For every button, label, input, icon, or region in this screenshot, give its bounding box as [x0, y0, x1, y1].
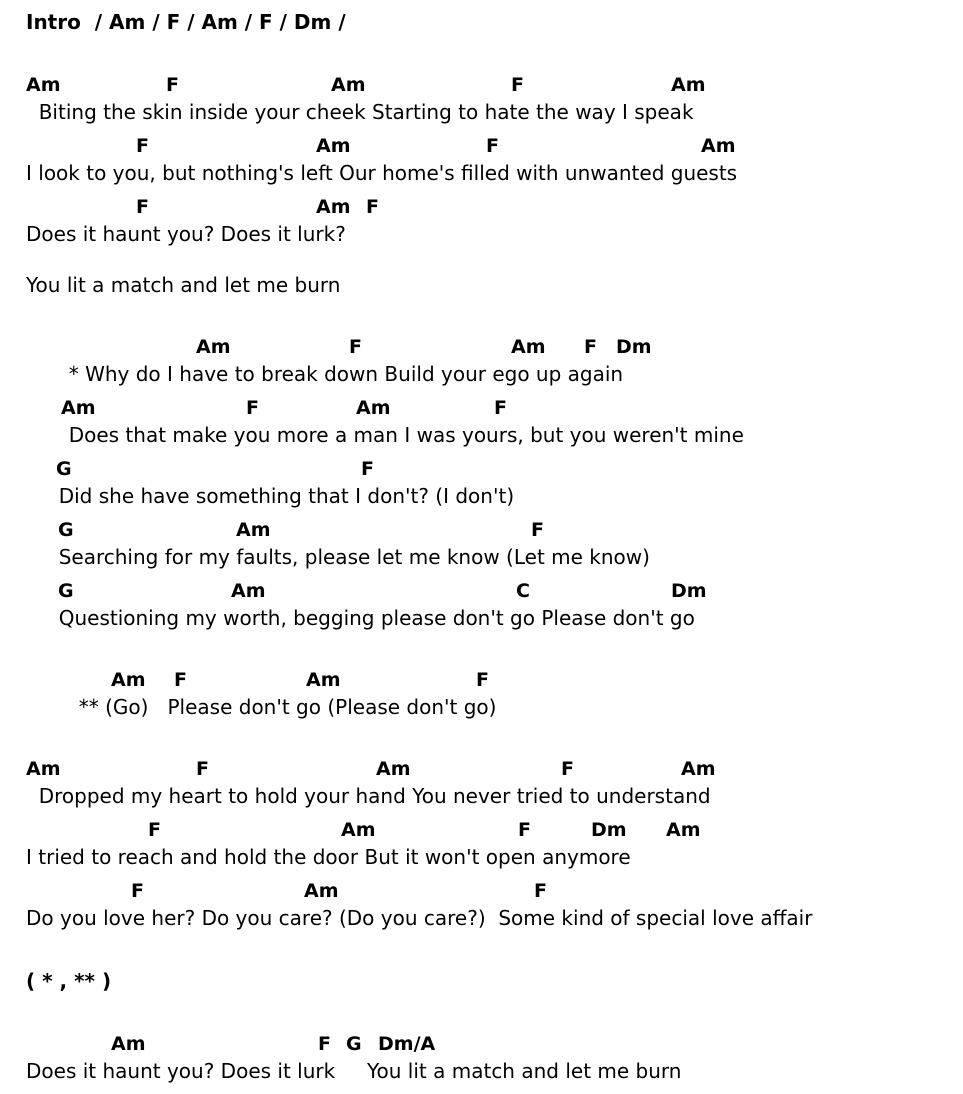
chord-label: Am: [26, 74, 61, 96]
chord-label: Am: [316, 196, 351, 218]
chord-label: F: [366, 196, 379, 218]
lyric-text: Dropped my heart to hold your hand You never tried to understand: [26, 784, 711, 808]
chord-row: [26, 458, 963, 484]
sections-container: [26, 74, 963, 1094]
lyric-text: * Why do I have to break down Build your ego up again: [56, 362, 624, 386]
lyric-text: Did she have something that I don't? (I don't): [46, 484, 515, 508]
section-chorus-star: [26, 308, 963, 641]
chord-label: F: [476, 669, 489, 691]
chord-label: Am: [681, 758, 716, 780]
lyric-text: Biting the skin inside your cheek Starting to hate the way I speak: [26, 100, 694, 124]
chord-label: Am: [666, 819, 701, 841]
chord-row: [26, 196, 963, 222]
chord-row: [26, 819, 963, 845]
lyric-text: Does that make you more a man I was yours, but you weren't mine: [56, 423, 744, 447]
repeat-marker-text: ( * , ** ): [26, 969, 112, 993]
lyric-row: [26, 906, 963, 941]
chord-label: Am: [316, 135, 351, 157]
chord-label: Am: [61, 397, 96, 419]
chord-row: [26, 880, 963, 906]
chord-row: [26, 758, 963, 784]
spacer: [26, 257, 963, 273]
lyric-row: [26, 222, 963, 257]
spacer: [26, 46, 963, 74]
chord-label: F: [349, 336, 362, 358]
lyric-row: [26, 362, 963, 397]
lyric-text: I tried to reach and hold the door But it won't open anymore: [26, 845, 631, 869]
chord-label: G: [58, 580, 74, 602]
lyric-row: [26, 695, 963, 730]
section-chorus-doublestar: [26, 641, 963, 730]
chord-label: Dm: [591, 819, 627, 841]
chord-label: F: [584, 336, 597, 358]
chord-label: Am: [376, 758, 411, 780]
chord-label: Dm: [671, 580, 707, 602]
chord-label: F: [136, 135, 149, 157]
chord-row: [26, 135, 963, 161]
chord-row: [26, 519, 963, 545]
chord-label: F: [486, 135, 499, 157]
chord-label: F: [494, 397, 507, 419]
chord-label: Am: [331, 74, 366, 96]
chord-label: G: [346, 1033, 362, 1055]
chord-row: [26, 74, 963, 100]
chord-label: Am: [196, 336, 231, 358]
lyric-row: [26, 545, 963, 580]
spacer: [26, 941, 963, 969]
chord-row: [26, 669, 963, 695]
section-verse-2: [26, 730, 963, 941]
chord-row: [26, 397, 963, 423]
chord-label: Am: [306, 669, 341, 691]
chord-label: F: [561, 758, 574, 780]
chord-label: F: [361, 458, 374, 480]
spacer: [26, 641, 963, 669]
lyric-text: Searching for my faults, please let me know (Let me know): [46, 545, 650, 569]
section-outro: [26, 1005, 963, 1094]
chord-label: Am: [236, 519, 271, 541]
lyric-text: ** (Go) Please don't go (Please don't go): [66, 695, 497, 719]
chord-label: Am: [231, 580, 266, 602]
chord-label: F: [511, 74, 524, 96]
chord-label: G: [56, 458, 72, 480]
lyric-row: [26, 845, 963, 880]
spacer: [26, 308, 963, 336]
lyric-row: [26, 100, 963, 135]
chord-label: Am: [341, 819, 376, 841]
chord-label: F: [518, 819, 531, 841]
chord-label: Am: [304, 880, 339, 902]
chord-label: Am: [26, 758, 61, 780]
lyric-row: [26, 606, 963, 641]
chord-label: Dm: [616, 336, 652, 358]
chord-row: [26, 1033, 963, 1059]
chord-label: G: [58, 519, 74, 541]
lyric-row: [26, 161, 963, 196]
chord-label: F: [166, 74, 179, 96]
lyric-row: [26, 484, 963, 519]
lyric-text: You lit a match and let me burn: [26, 273, 341, 297]
spacer: [26, 1005, 963, 1033]
chord-label: C: [516, 580, 530, 602]
chord-label: Am: [511, 336, 546, 358]
chord-label: Am: [701, 135, 736, 157]
intro-line: Intro / Am / F / Am / F / Dm /: [26, 10, 346, 34]
lyric-row: [26, 273, 963, 308]
chord-label: F: [136, 196, 149, 218]
chord-label: F: [174, 669, 187, 691]
lyric-row: [26, 423, 963, 458]
spacer: [26, 730, 963, 758]
lyric-row: [26, 784, 963, 819]
chord-label: F: [534, 880, 547, 902]
lyric-text: Do you love her? Do you care? (Do you care?) Some kind of special love affair: [26, 906, 813, 930]
chord-label: F: [131, 880, 144, 902]
lyric-text: Questioning my worth, begging please don't go Please don't go: [46, 606, 695, 630]
lyric-text: Does it haunt you? Does it lurk?: [26, 222, 346, 246]
chord-label: Dm/A: [378, 1033, 436, 1055]
chord-label: F: [246, 397, 259, 419]
chord-label: Am: [356, 397, 391, 419]
chord-row: [26, 336, 963, 362]
chord-row: [26, 580, 963, 606]
lyric-text: I look to you, but nothing's left Our home's filled with unwanted guests: [26, 161, 738, 185]
chord-label: F: [148, 819, 161, 841]
chord-label: Am: [111, 1033, 146, 1055]
chord-label: Am: [671, 74, 706, 96]
section-repeat-marker: [26, 941, 963, 1005]
chord-sheet-body: [0, 10, 963, 1094]
chord-label: F: [318, 1033, 331, 1055]
chord-label: F: [531, 519, 544, 541]
section-verse-1: [26, 74, 963, 308]
chord-label: F: [196, 758, 209, 780]
lyric-text: Does it haunt you? Does it lurk You lit a match and let me burn: [26, 1059, 682, 1083]
chord-label: Am: [111, 669, 146, 691]
